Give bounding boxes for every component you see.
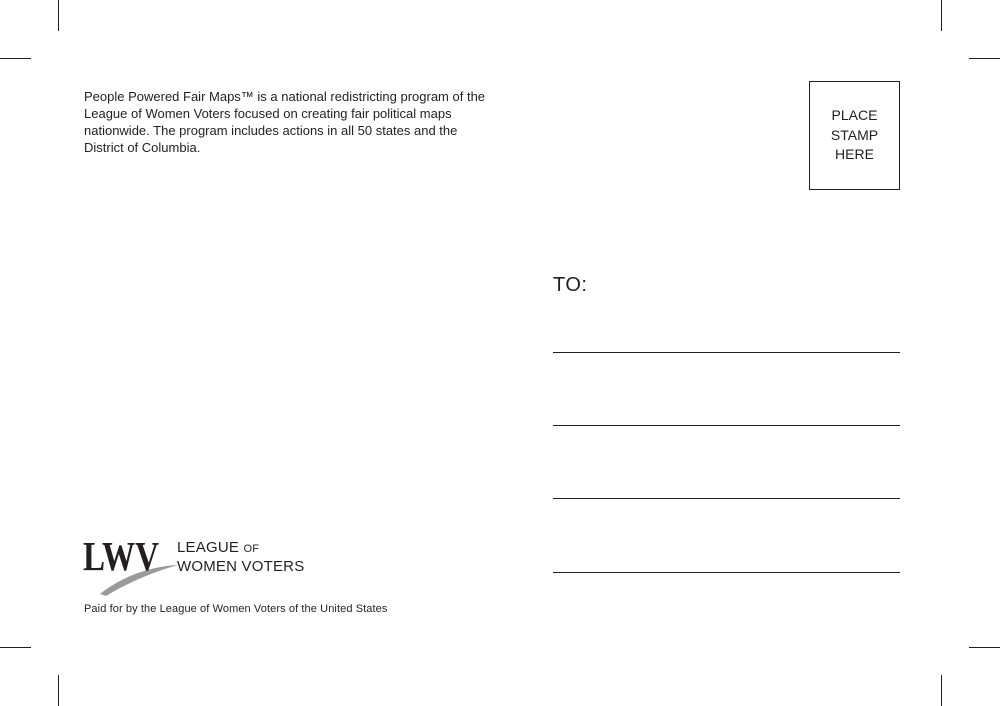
crop-mark-top-left [58, 0, 59, 31]
paid-for-disclaimer: Paid for by the League of Women Voters of the United States [84, 603, 388, 615]
address-line-1 [553, 352, 900, 353]
crop-mark-left-top [0, 58, 31, 59]
address-to-label: TO: [553, 274, 588, 296]
crop-mark-bottom-left [58, 675, 59, 706]
crop-mark-right-bottom [969, 647, 1000, 648]
stamp-line-1: PLACE [831, 107, 878, 124]
lwv-wordmark-line-1 [177, 539, 304, 558]
lwv-monogram: LWV [83, 533, 160, 579]
address-line-2 [553, 425, 900, 426]
lwv-wordmark-league: LEAGUE [177, 539, 240, 556]
address-line-4 [553, 572, 900, 573]
stamp-label [831, 106, 878, 165]
lwv-wordmark [177, 539, 304, 575]
program-description: People Powered Fair Maps™ is a national redistricting program of the League of Women Voters focused on creating fair political maps nationwide. The program includes actions in all 50 states and the District of Columbia. [84, 89, 486, 155]
stamp-box [809, 81, 900, 190]
crop-mark-bottom-right [941, 675, 942, 706]
lwv-wordmark-line-2: WOMEN VOTERS [177, 558, 305, 575]
lwv-wordmark-of: OF [243, 543, 260, 555]
crop-mark-top-right [941, 0, 942, 31]
crop-mark-left-bottom [0, 647, 31, 648]
stamp-line-2: STAMP [830, 126, 879, 143]
crop-mark-right-top [969, 58, 1000, 59]
stamp-line-3: HERE [835, 146, 874, 163]
address-line-3 [553, 498, 900, 499]
